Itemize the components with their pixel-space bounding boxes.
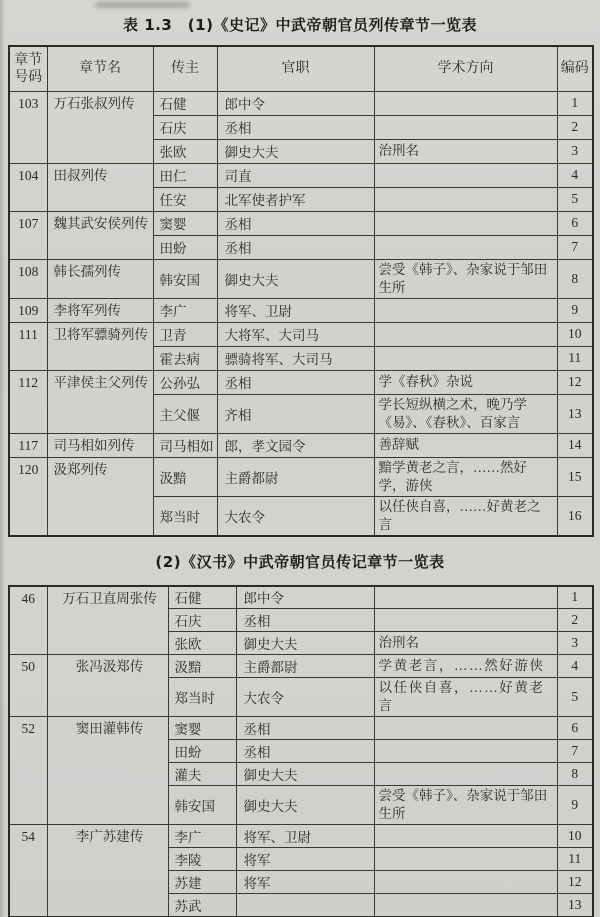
post-cell: 丞相	[236, 717, 374, 740]
header-chapter-number-line2: 号码	[14, 69, 43, 85]
code-cell: 15	[557, 457, 593, 496]
person-cell: 灌夫	[168, 763, 236, 786]
header-chapter-number	[9, 46, 47, 91]
person-cell: 石健	[168, 586, 236, 609]
code-cell: 1	[557, 586, 593, 609]
post-cell: 司直	[217, 163, 374, 187]
person-cell: 李广	[153, 298, 217, 322]
academic-cell: 治刑名	[374, 632, 557, 655]
table-row	[9, 322, 593, 346]
post-cell: 御史大夫	[217, 139, 374, 163]
code-cell: 8	[557, 259, 593, 298]
post-cell: 御史大夫	[236, 632, 374, 655]
academic-cell: 黯学黄老之言，……然好学，游侠	[374, 457, 557, 496]
person-cell: 田蚡	[168, 740, 236, 763]
person-cell: 霍去病	[153, 346, 217, 370]
code-cell: 4	[557, 655, 593, 678]
table-row	[9, 586, 593, 609]
table-row	[9, 211, 593, 235]
academic-cell	[374, 322, 557, 346]
code-cell: 3	[557, 139, 593, 163]
academic-cell	[374, 740, 557, 763]
person-cell: 汲黯	[168, 655, 236, 678]
person-cell: 张欧	[168, 632, 236, 655]
chapter-name-cell: 田叔列传	[47, 163, 153, 211]
scan-smudge-artifact	[95, 2, 190, 8]
code-cell: 2	[557, 609, 593, 632]
academic-cell: 治刑名	[374, 139, 557, 163]
chapter-number-cell: 46	[9, 586, 47, 655]
academic-cell: 尝受《韩子》、杂家说于邹田生所	[374, 786, 557, 825]
person-cell: 窦婴	[153, 211, 217, 235]
post-cell: 郎，孝文园令	[217, 433, 374, 457]
person-cell: 卫青	[153, 322, 217, 346]
post-cell: 御史大夫	[236, 786, 374, 825]
academic-cell: 尝受《韩子》、杂家说于邹田生所	[374, 259, 557, 298]
post-cell: 齐相	[217, 394, 374, 433]
person-cell: 石健	[153, 91, 217, 115]
academic-cell: 学长短纵横之术，晚乃学《易》、《春秋》、百家言	[374, 394, 557, 433]
academic-cell	[374, 187, 557, 211]
academic-cell: 以任侠自喜，……好黄老言	[374, 678, 557, 717]
table-row	[9, 370, 593, 394]
chapter-name-cell: 卫将军骠骑列传	[47, 322, 153, 370]
post-cell: 主爵都尉	[217, 457, 374, 496]
person-cell: 张欧	[153, 139, 217, 163]
table-row	[9, 163, 593, 187]
table2-title: (2)《汉书》中武帝朝官员传记章节一览表	[155, 552, 445, 571]
code-cell: 1	[557, 91, 593, 115]
hanshu-table-body	[9, 586, 593, 917]
academic-cell: 学黄老言，……然好游侠	[374, 655, 557, 678]
header-chapter-name: 章节名	[47, 46, 153, 91]
person-cell: 郑当时	[168, 678, 236, 717]
academic-cell	[374, 115, 557, 139]
chapter-name-cell: 韩长孺列传	[47, 259, 153, 298]
post-cell: 御史大夫	[217, 259, 374, 298]
person-cell: 主父偃	[153, 394, 217, 433]
person-cell: 韩安国	[168, 786, 236, 825]
code-cell: 10	[557, 825, 593, 848]
shiji-table-body	[9, 91, 593, 536]
table-row	[9, 259, 593, 298]
table-row	[9, 655, 593, 678]
chapter-name-cell: 魏其武安侯列传	[47, 211, 153, 259]
scan-edge-shadow	[0, 0, 5, 917]
code-cell: 7	[557, 235, 593, 259]
post-cell: 丞相	[217, 115, 374, 139]
academic-cell	[374, 211, 557, 235]
table-row	[9, 298, 593, 322]
chapter-number-cell: 104	[9, 163, 47, 211]
header-code: 编码	[557, 46, 593, 91]
table1-title: 表 1.3 (1)《史记》中武帝朝官员列传章节一览表	[123, 16, 477, 34]
post-cell: 郎中令	[217, 91, 374, 115]
header-chapter-number-line1: 章节	[14, 52, 43, 68]
chapter-name-cell: 张冯汲郑传	[47, 655, 168, 717]
chapter-number-cell: 112	[9, 370, 47, 433]
header-post: 官职	[217, 46, 374, 91]
person-cell: 窦婴	[168, 717, 236, 740]
academic-cell	[374, 609, 557, 632]
code-cell: 12	[557, 871, 593, 894]
person-cell: 司马相如	[153, 433, 217, 457]
person-cell: 郑当时	[153, 496, 217, 536]
post-cell: 将军	[236, 871, 374, 894]
chapter-name-cell: 李将军列传	[47, 298, 153, 322]
person-cell: 公孙弘	[153, 370, 217, 394]
code-cell: 8	[557, 763, 593, 786]
header-row	[9, 46, 593, 91]
post-cell: 丞相	[236, 740, 374, 763]
academic-cell	[374, 91, 557, 115]
academic-cell	[374, 848, 557, 871]
post-cell: 大将军、大司马	[217, 322, 374, 346]
code-cell: 13	[557, 394, 593, 433]
chapter-name-cell: 万石卫直周张传	[47, 586, 168, 655]
post-cell: 大农令	[236, 678, 374, 717]
code-cell: 5	[557, 187, 593, 211]
chapter-name-cell: 司马相如列传	[47, 433, 153, 457]
code-cell: 10	[557, 322, 593, 346]
code-cell: 9	[557, 786, 593, 825]
post-cell: 北军使者护军	[217, 187, 374, 211]
academic-cell	[374, 235, 557, 259]
post-cell	[236, 894, 374, 917]
code-cell: 2	[557, 115, 593, 139]
academic-cell	[374, 894, 557, 917]
code-cell: 4	[557, 163, 593, 187]
post-cell: 骠骑将军、大司马	[217, 346, 374, 370]
person-cell: 苏武	[168, 894, 236, 917]
academic-cell	[374, 298, 557, 322]
chapter-number-cell: 111	[9, 322, 47, 370]
person-cell: 李陵	[168, 848, 236, 871]
code-cell: 11	[557, 346, 593, 370]
table-row	[9, 433, 593, 457]
code-cell: 14	[557, 433, 593, 457]
academic-cell: 善辞赋	[374, 433, 557, 457]
code-cell: 11	[557, 848, 593, 871]
chapter-number-cell: 120	[9, 457, 47, 536]
post-cell: 丞相	[236, 609, 374, 632]
table-row	[9, 825, 593, 848]
post-cell: 大农令	[217, 496, 374, 536]
person-cell: 李广	[168, 825, 236, 848]
post-cell: 主爵都尉	[236, 655, 374, 678]
person-cell: 田仁	[153, 163, 217, 187]
table-row	[9, 717, 593, 740]
person-cell: 石庆	[168, 609, 236, 632]
chapter-number-cell: 54	[9, 825, 47, 917]
academic-cell: 学《春秋》杂说	[374, 370, 557, 394]
code-cell: 13	[557, 894, 593, 917]
post-cell: 御史大夫	[236, 763, 374, 786]
chapter-number-cell: 107	[9, 211, 47, 259]
academic-cell	[374, 586, 557, 609]
code-cell: 3	[557, 632, 593, 655]
chapter-number-cell: 109	[9, 298, 47, 322]
post-cell: 将军	[236, 848, 374, 871]
chapter-number-cell: 50	[9, 655, 47, 717]
person-cell: 韩安国	[153, 259, 217, 298]
header-academic: 学术方向	[374, 46, 557, 91]
chapter-name-cell: 李广苏建传	[47, 825, 168, 917]
person-cell: 任安	[153, 187, 217, 211]
academic-cell	[374, 763, 557, 786]
chapter-name-cell: 万石张叔列传	[47, 91, 153, 163]
table-row	[9, 457, 593, 496]
person-cell: 汲黯	[153, 457, 217, 496]
chapter-name-cell: 窦田灌韩传	[47, 717, 168, 825]
chapter-name-cell: 汲郑列传	[47, 457, 153, 536]
chapter-number-cell: 52	[9, 717, 47, 825]
chapter-name-cell: 平津侯主父列传	[47, 370, 153, 433]
code-cell: 5	[557, 678, 593, 717]
academic-cell	[374, 163, 557, 187]
table-row	[9, 91, 593, 115]
code-cell: 12	[557, 370, 593, 394]
code-cell: 6	[557, 717, 593, 740]
academic-cell: 以任侠自喜，……好黄老之言	[374, 496, 557, 536]
person-cell: 石庆	[153, 115, 217, 139]
code-cell: 6	[557, 211, 593, 235]
post-cell: 丞相	[217, 370, 374, 394]
post-cell: 将军、卫尉	[236, 825, 374, 848]
header-person: 传主	[153, 46, 217, 91]
academic-cell	[374, 717, 557, 740]
shiji-table-header	[9, 46, 593, 91]
code-cell: 9	[557, 298, 593, 322]
hanshu-officials-table	[8, 585, 594, 917]
code-cell: 7	[557, 740, 593, 763]
post-cell: 丞相	[217, 211, 374, 235]
academic-cell	[374, 825, 557, 848]
shiji-officials-table	[8, 45, 594, 537]
code-cell: 16	[557, 496, 593, 536]
person-cell: 田蚡	[153, 235, 217, 259]
person-cell: 苏建	[168, 871, 236, 894]
post-cell: 将军、卫尉	[217, 298, 374, 322]
chapter-number-cell: 108	[9, 259, 47, 298]
chapter-number-cell: 103	[9, 91, 47, 163]
post-cell: 丞相	[217, 235, 374, 259]
chapter-number-cell: 117	[9, 433, 47, 457]
academic-cell	[374, 871, 557, 894]
post-cell: 郎中令	[236, 586, 374, 609]
academic-cell	[374, 346, 557, 370]
